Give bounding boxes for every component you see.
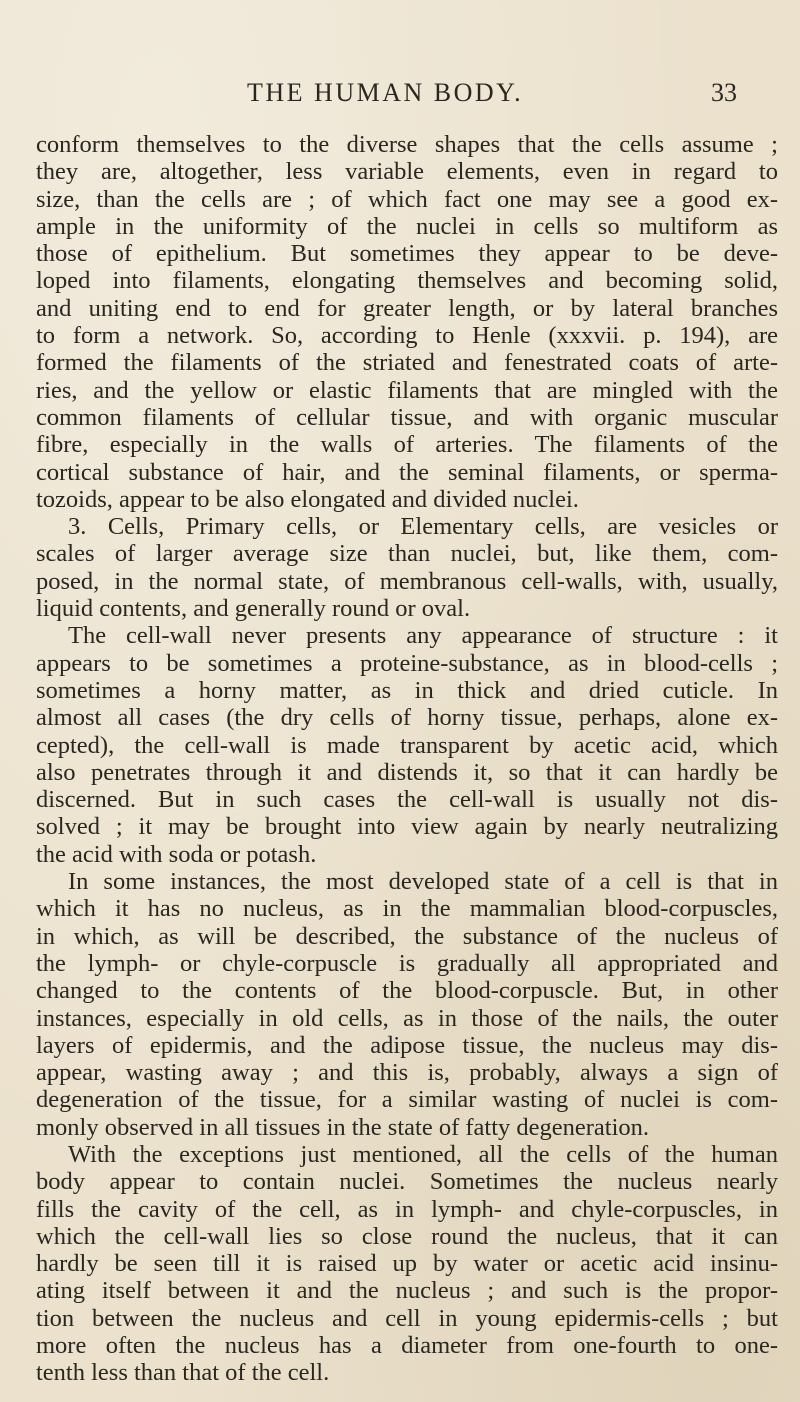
text-line: degeneration of the tissue, for a similar wasting of nuclei is com-	[36, 1086, 778, 1114]
text-line: instances, especially in old cells, as in those of the nails, the outer	[36, 1004, 778, 1032]
text-line: more often the nucleus has a diameter from one-fourth to one-	[36, 1332, 778, 1360]
text-line: posed, in the normal state, of membranous cell-walls, with, usually,	[36, 567, 778, 595]
text-line: loped into filaments, elongating themselves and becoming solid,	[36, 267, 778, 295]
body-text	[36, 131, 778, 1387]
text-line: ating itself between it and the nucleus ; and such is the propor-	[36, 1277, 778, 1305]
text-line: fills the cavity of the cell, as in lymph- and chyle-corpuscles, in	[36, 1195, 778, 1223]
text-line: almost all cases (the dry cells of horny tissue, perhaps, alone ex-	[36, 704, 778, 732]
text-line: also penetrates through it and distends it, so that it can hardly be	[36, 758, 778, 786]
text-line: The cell-wall never presents any appearance of structure : it	[68, 622, 778, 650]
text-line: ries, and the yellow or elastic filaments that are mingled with the	[36, 376, 778, 404]
text-line: in which, as will be described, the substance of the nucleus of	[36, 922, 778, 950]
text-line: appear, wasting away ; and this is, probably, always a sign of	[36, 1059, 778, 1087]
text-line: liquid contents, and generally round or oval.	[36, 595, 471, 623]
text-line: to form a network. So, according to Henle (xxxvii. p. 194), are	[36, 322, 778, 350]
text-line: and uniting end to end for greater length, or by lateral branches	[36, 294, 778, 322]
running-head-title: THE HUMAN BODY.	[247, 78, 524, 107]
text-line: cepted), the cell-wall is made transparent by acetic acid, which	[36, 731, 778, 759]
text-line: the lymph- or chyle-corpuscle is gradually all appropriated and	[36, 949, 778, 977]
page-number: 33	[711, 78, 737, 107]
text-line: ample in the uniformity of the nuclei in cells so multiform as	[36, 212, 778, 240]
text-line: tenth less than that of the cell.	[36, 1359, 330, 1387]
text-line: scales of larger average size than nuclei, but, like them, com-	[36, 540, 778, 568]
text-line: which the cell-wall lies so close round the nucleus, that it can	[36, 1222, 778, 1250]
text-line: common filaments of cellular tissue, and with organic muscular	[36, 403, 778, 431]
text-line: fibre, especially in the walls of arteries. The filaments of the	[36, 431, 778, 459]
text-line: In some instances, the most developed state of a cell is that in	[68, 868, 778, 896]
text-line: changed to the contents of the blood-corpuscle. But, in other	[36, 977, 778, 1005]
text-line: hardly be seen till it is raised up by water or acetic acid insinu-	[36, 1250, 778, 1278]
text-line: appears to be sometimes a proteine-substance, as in blood-cells ;	[36, 649, 778, 677]
text-line: tion between the nucleus and cell in young epidermis-cells ; but	[36, 1304, 778, 1332]
text-line: With the exceptions just mentioned, all the cells of the human	[68, 1140, 778, 1168]
text-line: sometimes a horny matter, as in thick and dried cuticle. In	[36, 676, 778, 704]
text-line: those of epithelium. But sometimes they appear to be deve-	[36, 240, 778, 268]
text-line: layers of epidermis, and the adipose tissue, the nucleus may dis-	[36, 1031, 778, 1059]
text-line: body appear to contain nuclei. Sometimes the nucleus nearly	[36, 1168, 778, 1196]
text-line: solved ; it may be brought into view again by nearly neutralizing	[36, 813, 778, 841]
text-line: discerned. But in such cases the cell-wall is usually not dis-	[36, 786, 778, 814]
text-line: formed the filaments of the striated and fenestrated coats of arte-	[36, 349, 778, 377]
text-line: the acid with soda or potash.	[36, 840, 317, 868]
text-line: monly observed in all tissues in the state of fatty degeneration.	[36, 1113, 650, 1141]
text-line: which it has no nucleus, as in the mammalian blood-corpuscles,	[36, 895, 778, 923]
text-line: cortical substance of hair, and the seminal filaments, or sperma-	[36, 458, 778, 486]
text-line: tozoids, appear to be also elongated and divided nuclei.	[36, 485, 579, 513]
text-line: size, than the cells are ; of which fact one may see a good ex-	[36, 185, 778, 213]
text-line: they are, altogether, less variable elements, even in regard to	[36, 158, 778, 186]
text-line: 3. Cells, Primary cells, or Elementary cells, are vesicles or	[68, 513, 778, 541]
running-head	[0, 76, 800, 110]
text-line: conform themselves to the diverse shapes that the cells assume ;	[36, 131, 778, 158]
